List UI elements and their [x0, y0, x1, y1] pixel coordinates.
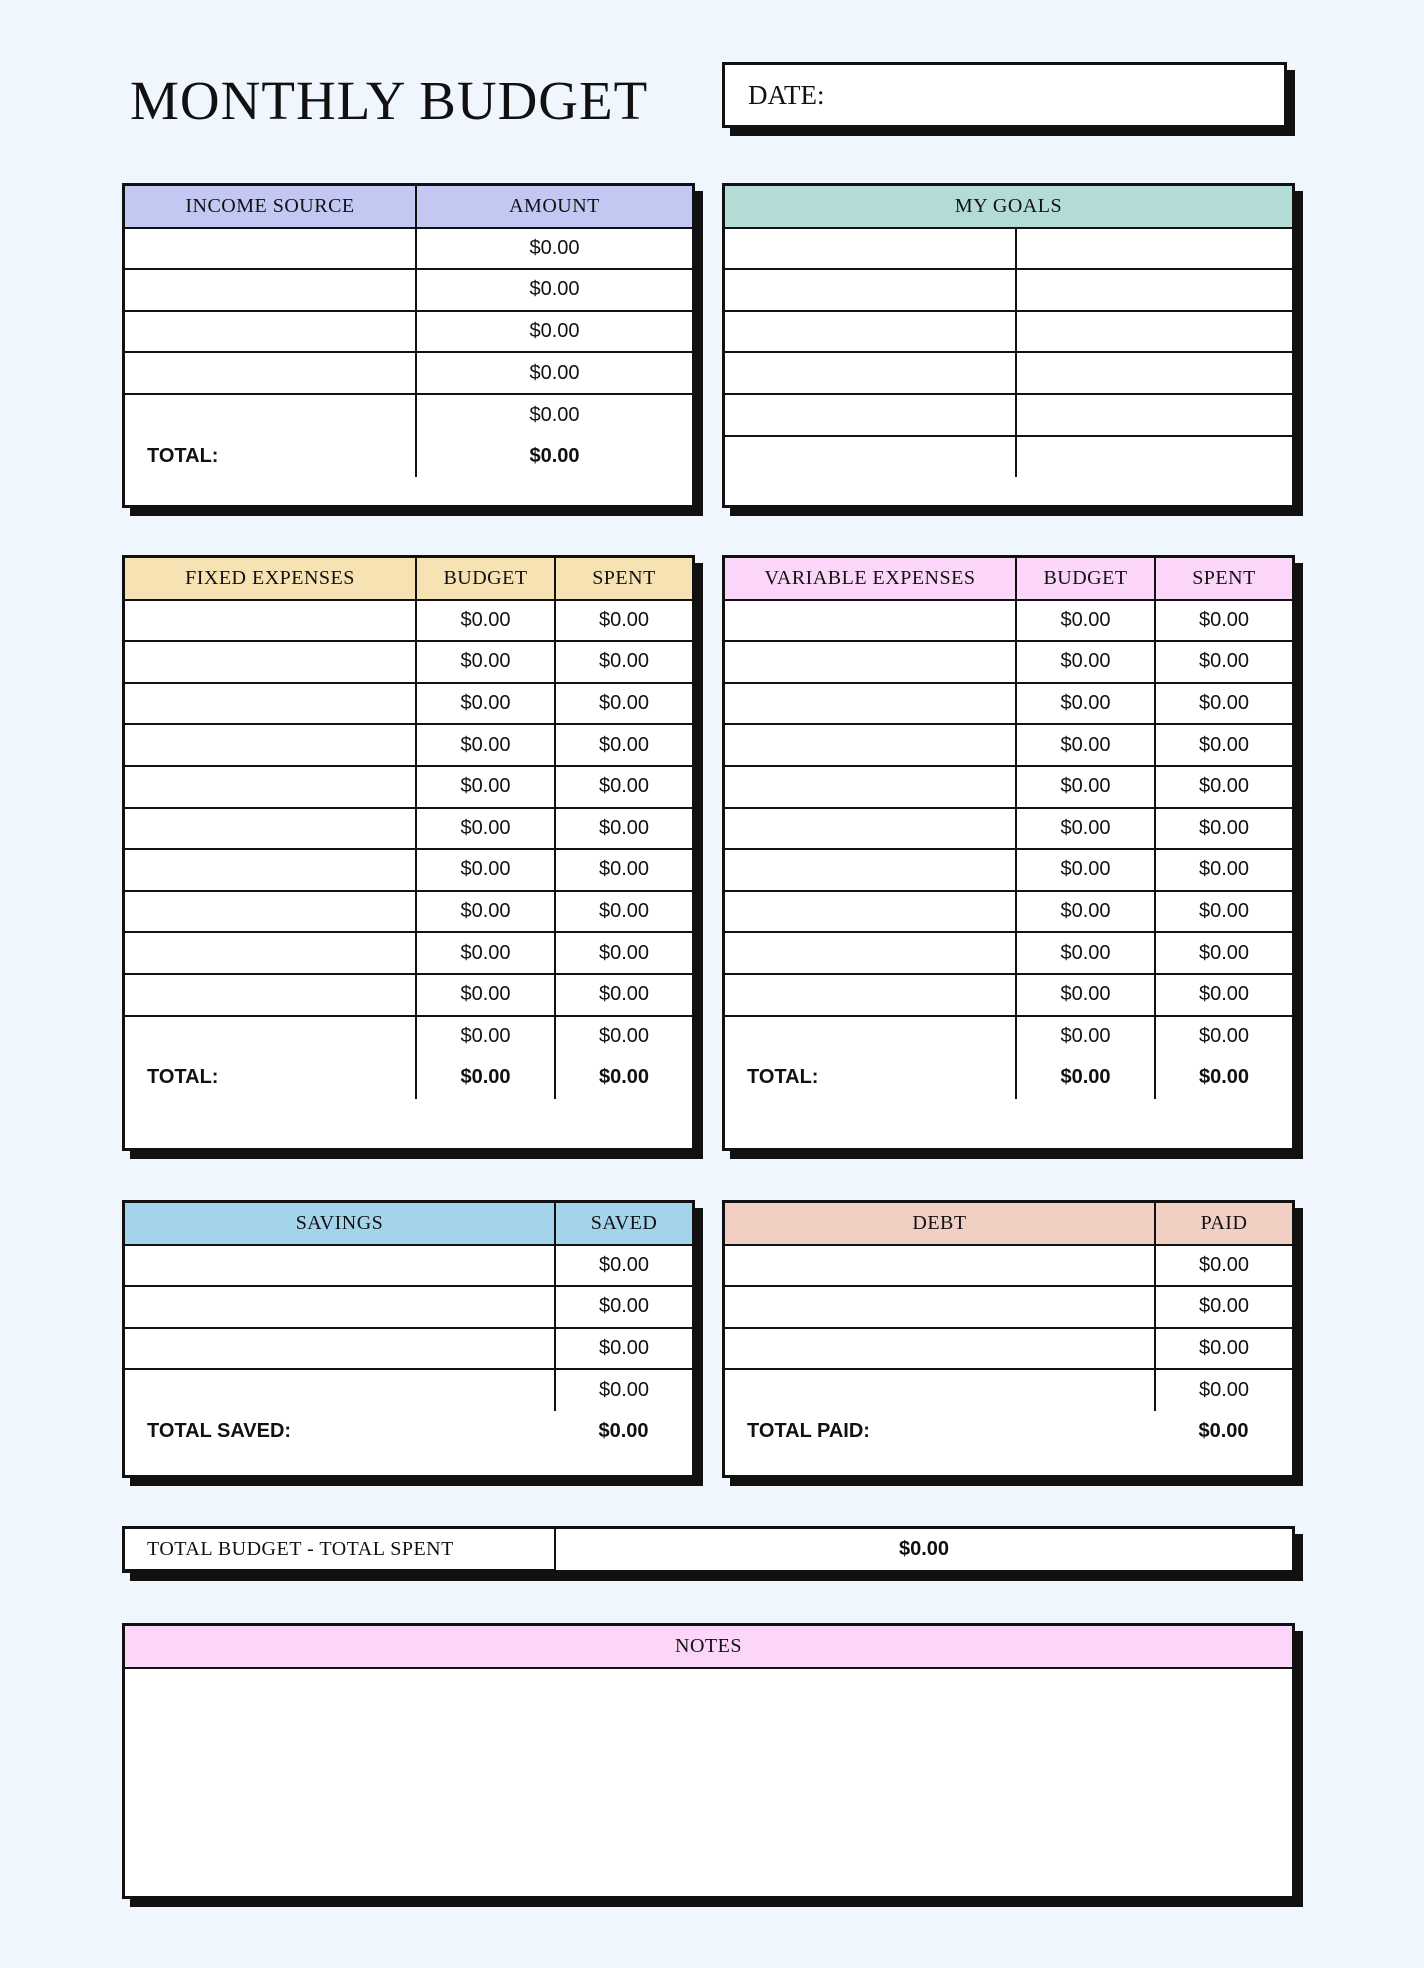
table-row: [125, 974, 692, 1016]
variable-spent-cell[interactable]: $0.00: [1155, 808, 1292, 850]
fixed-expense-name-cell[interactable]: [125, 724, 416, 766]
table-row: [125, 891, 692, 933]
savings-amount-cell[interactable]: $0.00: [555, 1245, 692, 1287]
table-row: [725, 1016, 1292, 1058]
debt-header-row: [725, 1203, 1292, 1245]
fixed-total-spent: $0.00: [555, 1057, 692, 1099]
income-amount-cell[interactable]: $0.00: [416, 311, 692, 353]
table-row: [125, 269, 692, 311]
goals-header: MY GOALS: [725, 186, 1292, 228]
fixed-expense-name-cell[interactable]: [125, 891, 416, 933]
goal-cell[interactable]: [1016, 436, 1292, 478]
debt-name-cell[interactable]: [725, 1245, 1155, 1287]
table-row: [125, 1016, 692, 1058]
fixed-budget-cell[interactable]: $0.00: [416, 891, 555, 933]
debt-header: DEBT: [725, 1203, 1155, 1245]
table-row: [725, 974, 1292, 1016]
fixed-budget-header: BUDGET: [416, 558, 555, 600]
debt-name-cell[interactable]: [725, 1369, 1155, 1411]
variable-spent-header: SPENT: [1155, 558, 1292, 600]
variable-spent-cell[interactable]: $0.00: [1155, 641, 1292, 683]
income-header-row: [125, 186, 692, 228]
fixed-expenses-table: [122, 555, 695, 1151]
goal-cell[interactable]: [725, 311, 1016, 353]
table-row: [725, 352, 1292, 394]
fixed-total-budget: $0.00: [416, 1057, 555, 1099]
savings-table: [122, 1200, 695, 1478]
variable-budget-cell[interactable]: $0.00: [1016, 766, 1155, 808]
date-label: DATE:: [748, 79, 825, 110]
variable-budget-cell[interactable]: $0.00: [1016, 1016, 1155, 1058]
fixed-expense-name-cell[interactable]: [125, 683, 416, 725]
variable-budget-cell[interactable]: $0.00: [1016, 808, 1155, 850]
variable-spent-cell[interactable]: $0.00: [1155, 849, 1292, 891]
savings-name-cell[interactable]: [125, 1328, 555, 1370]
goal-cell[interactable]: [725, 228, 1016, 270]
income-total-value: $0.00: [416, 436, 692, 478]
table-row: [725, 436, 1292, 478]
table-row: [725, 600, 1292, 642]
fixed-total-row: [125, 1057, 692, 1099]
variable-spent-cell[interactable]: $0.00: [1155, 724, 1292, 766]
goal-cell[interactable]: [1016, 352, 1292, 394]
fixed-spent-cell[interactable]: $0.00: [555, 1016, 692, 1058]
variable-budget-cell[interactable]: $0.00: [1016, 683, 1155, 725]
saved-header: SAVED: [555, 1203, 692, 1245]
table-row: [725, 932, 1292, 974]
goal-cell[interactable]: [725, 436, 1016, 478]
savings-total-value: $0.00: [598, 1420, 649, 1443]
variable-total-label: TOTAL:: [725, 1057, 1016, 1099]
variable-expense-name-cell[interactable]: [725, 974, 1016, 1016]
notes-header-row: [125, 1626, 1292, 1668]
variable-budget-cell[interactable]: $0.00: [1016, 724, 1155, 766]
table-row: [125, 352, 692, 394]
variable-expenses-table: [722, 555, 1295, 1151]
variable-spent-cell[interactable]: $0.00: [1155, 932, 1292, 974]
variable-expense-name-cell[interactable]: [725, 766, 1016, 808]
fixed-expense-name-cell[interactable]: [125, 849, 416, 891]
table-row: [725, 683, 1292, 725]
goal-cell[interactable]: [1016, 311, 1292, 353]
debt-amount-cell[interactable]: $0.00: [1155, 1369, 1292, 1411]
savings-amount-cell[interactable]: $0.00: [555, 1286, 692, 1328]
fixed-spent-cell[interactable]: $0.00: [555, 641, 692, 683]
savings-header-row: [125, 1203, 692, 1245]
notes-area[interactable]: [125, 1668, 1292, 1710]
fixed-budget-cell[interactable]: $0.00: [416, 724, 555, 766]
fixed-budget-cell[interactable]: $0.00: [416, 683, 555, 725]
table-row: [725, 1286, 1292, 1328]
fixed-expense-name-cell[interactable]: [125, 974, 416, 1016]
savings-name-cell[interactable]: [125, 1286, 555, 1328]
debt-total-label: TOTAL PAID:: [747, 1420, 870, 1443]
variable-total-row: [725, 1057, 1292, 1099]
savings-header: SAVINGS: [125, 1203, 555, 1245]
table-row: [725, 849, 1292, 891]
income-source-cell[interactable]: [125, 352, 416, 394]
table-row: [125, 1286, 692, 1328]
table-row: [125, 1328, 692, 1370]
variable-expense-name-cell[interactable]: [725, 724, 1016, 766]
income-source-cell[interactable]: [125, 311, 416, 353]
debt-total-value: $0.00: [1198, 1420, 1249, 1443]
variable-expense-name-cell[interactable]: [725, 891, 1016, 933]
variable-spent-cell[interactable]: $0.00: [1155, 974, 1292, 1016]
variable-expense-name-cell[interactable]: [725, 1016, 1016, 1058]
fixed-budget-cell[interactable]: $0.00: [416, 1016, 555, 1058]
goal-cell[interactable]: [1016, 269, 1292, 311]
fixed-budget-cell[interactable]: $0.00: [416, 932, 555, 974]
date-field[interactable]: [722, 62, 1287, 128]
fixed-spent-cell[interactable]: $0.00: [555, 808, 692, 850]
table-row: [125, 932, 692, 974]
variable-header-row: [725, 558, 1292, 600]
variable-spent-cell[interactable]: $0.00: [1155, 1016, 1292, 1058]
table-row: [725, 394, 1292, 436]
income-total-label: TOTAL:: [125, 436, 416, 478]
debt-name-cell[interactable]: [725, 1328, 1155, 1370]
savings-name-cell[interactable]: [125, 1369, 555, 1411]
fixed-spent-cell[interactable]: $0.00: [555, 849, 692, 891]
variable-expenses-header: VARIABLE EXPENSES: [725, 558, 1016, 600]
table-row: [725, 724, 1292, 766]
table-row: [125, 724, 692, 766]
table-row: [725, 641, 1292, 683]
debt-table: [722, 1200, 1295, 1478]
income-source-cell[interactable]: [125, 269, 416, 311]
variable-expense-name-cell[interactable]: [725, 641, 1016, 683]
savings-name-cell[interactable]: [125, 1245, 555, 1287]
goal-cell[interactable]: [725, 352, 1016, 394]
variable-expense-name-cell[interactable]: [725, 849, 1016, 891]
fixed-expenses-header: FIXED EXPENSES: [125, 558, 416, 600]
debt-amount-cell[interactable]: $0.00: [1155, 1328, 1292, 1370]
fixed-spent-cell[interactable]: $0.00: [555, 891, 692, 933]
variable-budget-cell[interactable]: $0.00: [1016, 641, 1155, 683]
income-amount-cell[interactable]: $0.00: [416, 269, 692, 311]
page-title: MONTHLY BUDGET: [130, 70, 649, 131]
fixed-expense-name-cell[interactable]: [125, 600, 416, 642]
table-row: [125, 228, 692, 270]
goal-cell[interactable]: [725, 394, 1016, 436]
fixed-spent-cell[interactable]: $0.00: [555, 724, 692, 766]
variable-budget-cell[interactable]: $0.00: [1016, 974, 1155, 1016]
variable-budget-cell[interactable]: $0.00: [1016, 849, 1155, 891]
debt-name-cell[interactable]: [725, 1286, 1155, 1328]
table-row: [125, 683, 692, 725]
table-row: [725, 766, 1292, 808]
debt-amount-cell[interactable]: $0.00: [1155, 1245, 1292, 1287]
notes-section: [122, 1623, 1295, 1899]
fixed-budget-cell[interactable]: $0.00: [416, 641, 555, 683]
fixed-spent-cell[interactable]: $0.00: [555, 932, 692, 974]
table-row: [725, 1245, 1292, 1287]
fixed-spent-header: SPENT: [555, 558, 692, 600]
fixed-spent-cell[interactable]: $0.00: [555, 974, 692, 1016]
fixed-spent-cell[interactable]: $0.00: [555, 600, 692, 642]
income-table: [122, 183, 695, 508]
debt-total-row: [725, 1411, 1292, 1453]
table-row: [125, 600, 692, 642]
table-row: [725, 808, 1292, 850]
fixed-header-row: [125, 558, 692, 600]
variable-total-budget: $0.00: [1016, 1057, 1155, 1099]
table-row: [725, 269, 1292, 311]
savings-total-row: [125, 1411, 692, 1453]
table-row: [125, 394, 692, 436]
fixed-expense-name-cell[interactable]: [125, 1016, 416, 1058]
goal-cell[interactable]: [1016, 394, 1292, 436]
variable-expense-name-cell[interactable]: [725, 932, 1016, 974]
table-row: [725, 1369, 1292, 1411]
variable-spent-cell[interactable]: $0.00: [1155, 683, 1292, 725]
income-source-cell[interactable]: [125, 394, 416, 436]
variable-spent-cell[interactable]: $0.00: [1155, 766, 1292, 808]
fixed-expense-name-cell[interactable]: [125, 808, 416, 850]
table-row: [725, 311, 1292, 353]
goal-cell[interactable]: [1016, 228, 1292, 270]
table-row: [125, 1369, 692, 1411]
fixed-expense-name-cell[interactable]: [125, 641, 416, 683]
fixed-expense-name-cell[interactable]: [125, 932, 416, 974]
goals-header-row: [725, 186, 1292, 228]
income-total-row: [125, 436, 692, 478]
table-row: [725, 228, 1292, 270]
summary-value: $0.00: [555, 1529, 1292, 1570]
goals-table: [722, 183, 1295, 508]
variable-budget-cell[interactable]: $0.00: [1016, 600, 1155, 642]
income-amount-cell[interactable]: $0.00: [416, 394, 692, 436]
table-row: [125, 808, 692, 850]
fixed-budget-cell[interactable]: $0.00: [416, 849, 555, 891]
variable-expense-name-cell[interactable]: [725, 600, 1016, 642]
fixed-budget-cell[interactable]: $0.00: [416, 766, 555, 808]
variable-total-spent: $0.00: [1155, 1057, 1292, 1099]
variable-expense-name-cell[interactable]: [725, 808, 1016, 850]
table-row: [125, 1245, 692, 1287]
savings-total-label: TOTAL SAVED:: [147, 1420, 292, 1443]
fixed-budget-cell[interactable]: $0.00: [416, 974, 555, 1016]
variable-budget-header: BUDGET: [1016, 558, 1155, 600]
variable-spent-cell[interactable]: $0.00: [1155, 600, 1292, 642]
variable-spent-cell[interactable]: $0.00: [1155, 891, 1292, 933]
income-amount-cell[interactable]: $0.00: [416, 352, 692, 394]
variable-budget-cell[interactable]: $0.00: [1016, 932, 1155, 974]
table-row: [125, 766, 692, 808]
table-row: [125, 311, 692, 353]
table-row: [725, 891, 1292, 933]
income-source-cell[interactable]: [125, 228, 416, 270]
fixed-spent-cell[interactable]: $0.00: [555, 683, 692, 725]
table-row: [725, 1328, 1292, 1370]
savings-amount-cell[interactable]: $0.00: [555, 1328, 692, 1370]
table-row: [125, 641, 692, 683]
variable-expense-name-cell[interactable]: [725, 683, 1016, 725]
income-amount-cell[interactable]: $0.00: [416, 228, 692, 270]
fixed-expense-name-cell[interactable]: [125, 766, 416, 808]
summary-label: TOTAL BUDGET - TOTAL SPENT: [125, 1529, 555, 1570]
paid-header: PAID: [1155, 1203, 1292, 1245]
fixed-budget-cell[interactable]: $0.00: [416, 600, 555, 642]
table-row: [125, 849, 692, 891]
income-amount-header: AMOUNT: [416, 186, 692, 228]
goal-cell[interactable]: [725, 269, 1016, 311]
debt-amount-cell[interactable]: $0.00: [1155, 1286, 1292, 1328]
fixed-total-label: TOTAL:: [125, 1057, 416, 1099]
summary-bar: [122, 1526, 1295, 1573]
fixed-budget-cell[interactable]: $0.00: [416, 808, 555, 850]
savings-amount-cell[interactable]: $0.00: [555, 1369, 692, 1411]
notes-header: NOTES: [125, 1626, 1292, 1668]
summary-row: [125, 1529, 1292, 1570]
variable-budget-cell[interactable]: $0.00: [1016, 891, 1155, 933]
income-source-header: INCOME SOURCE: [125, 186, 416, 228]
fixed-spent-cell[interactable]: $0.00: [555, 766, 692, 808]
